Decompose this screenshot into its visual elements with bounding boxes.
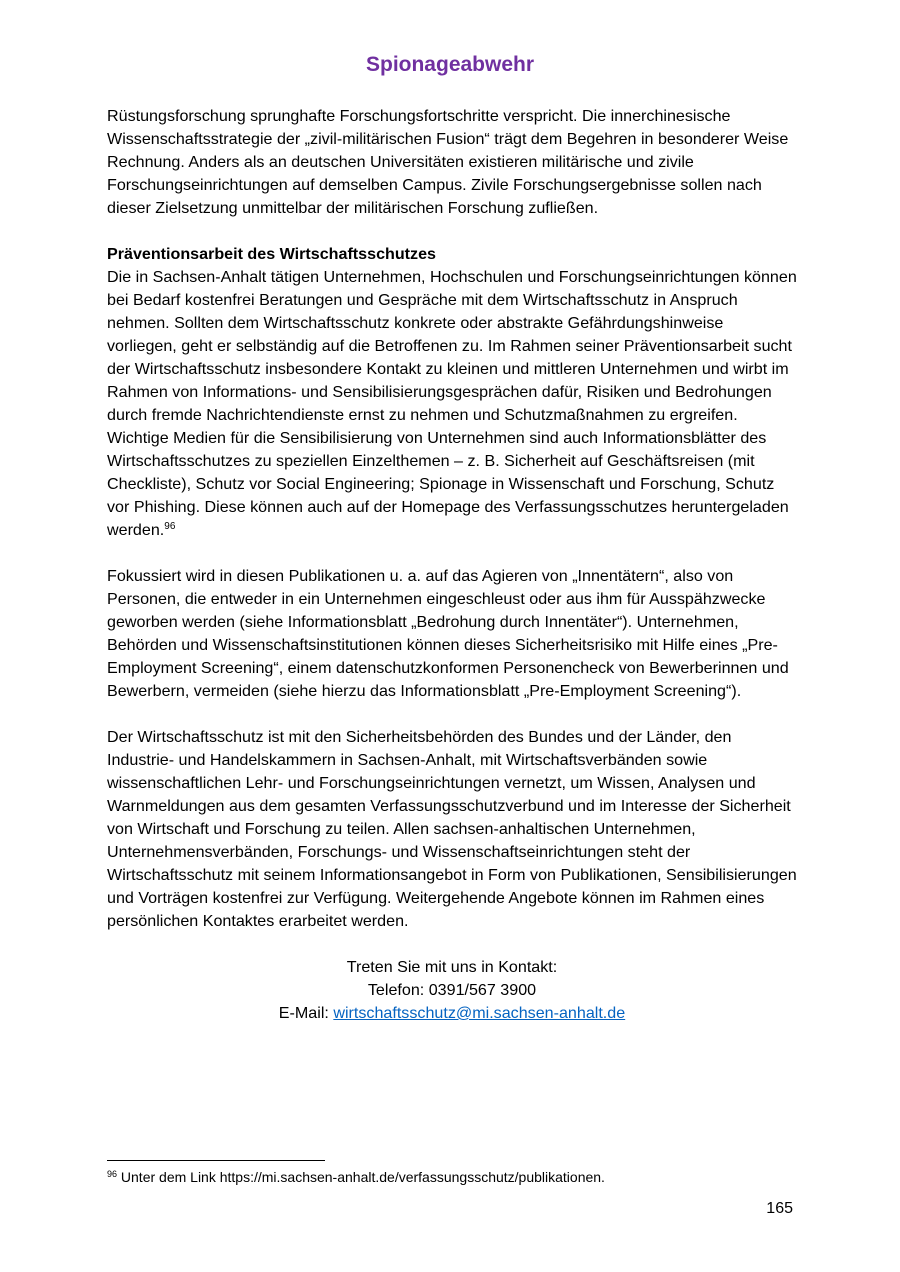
document-body	[107, 105, 797, 1025]
praevention-paragraph-text: Die in Sachsen-Anhalt tätigen Unternehmen, Hochschulen und Forschungseinrichtungen können bei Bedarf kostenfrei Beratungen und Gespräche mit dem Wirtschaftsschutz in Anspruch nehmen. Sollten dem Wirtschaftsschutz konkrete oder abstrakte Gefährdungshinweise vorliegen, geht er selbständig auf die Betroffenen zu. Im Rahmen seiner Präventionsarbeit sucht der Wirtschaftsschutz insbesondere Kontakt zu kleinen und mittleren Unternehmen und wirbt im Rahmen von Informations- und Sensibilisierungsgesprächen dafür, Risiken und Bedrohungen durch fremde Nachrichtendienste ernst zu nehmen und Schutzmaßnahmen zu ergreifen. Wichtige Medien für die Sensibilisierung von Unternehmen sind auch Informationsblätter des Wirtschaftsschutzes zu speziellen Einzelthemen – z. B. Sicherheit auf Geschäftsreisen (mit Checkliste), Schutz vor Social Engineering; Spionage in Wissenschaft und Forschung, Schutz vor Phishing. Diese können auch auf der Homepage des Verfassungsschutzes heruntergeladen werden.	[107, 268, 797, 539]
footnote	[107, 1168, 797, 1186]
intro-paragraph: Rüstungsforschung sprunghafte Forschungsfortschritte verspricht. Die innerchinesische Wissenschaftsstrategie der „zivil-militärischen Fusion“ trägt dem Begehren in besonderer Weise Rechnung. Anders als an deutschen Universitäten existieren militärische und zivile Forschungseinrichtungen auf demselben Campus. Zivile Forschungsergebnisse sollen nach dieser Zielsetzung unmittelbar der militärischen Forschung zufließen.	[107, 107, 789, 217]
paragraph-spacer	[107, 220, 797, 243]
page-number: 165	[766, 1200, 793, 1217]
paragraph-spacer	[107, 933, 797, 956]
contact-email-link[interactable]: wirtschaftsschutz@mi.sachsen-anhalt.de	[333, 1004, 626, 1022]
page-title-text: Spionageabwehr	[365, 53, 535, 76]
footnote-text: Unter dem Link https://mi.sachsen-anhalt.de/verfassungsschutz/publikationen.	[117, 1169, 605, 1185]
footnote-reference[interactable]: 96	[164, 521, 176, 532]
section-heading: Präventionsarbeit des Wirtschaftsschutzes	[107, 245, 436, 263]
page-title	[0, 52, 900, 78]
contact-email-line	[107, 1002, 797, 1025]
paragraph-spacer	[107, 703, 797, 726]
contact-block	[107, 956, 797, 1025]
contact-intro: Treten Sie mit uns in Kontakt:	[346, 958, 558, 976]
praevention-paragraph	[107, 266, 797, 542]
innentaeter-paragraph: Fokussiert wird in diesen Publikationen u. a. auf das Agieren von „Innentätern“, also von Personen, die entweder in ein Unternehmen eingeschleust oder aus ihm für Ausspähzwecke geworben werden (siehe Informationsblatt „Bedrohung durch Innentäter“). Unternehmen, Behörden und Wissenschaftsinstitutionen können dieses Sicherheitsrisiko mit Hilfe eines „Pre-Employment Screening“, einem datenschutzkonformen Personencheck von Bewerberinnen und Bewerbern, vermeiden (siehe hierzu das Informationsblatt „Pre-Employment Screening“).	[107, 567, 789, 700]
footnote-number: 96	[107, 1169, 118, 1179]
footnote-divider	[107, 1160, 325, 1161]
contact-phone: Telefon: 0391/567 3900	[367, 981, 537, 999]
vernetzung-paragraph: Der Wirtschaftsschutz ist mit den Sicherheitsbehörden des Bundes und der Länder, den Industrie- und Handelskammern in Sachsen-Anhalt, mit Wirtschaftsverbänden sowie wissenschaftlichen Lehr- und Forschungseinrichtungen vernetzt, um Wissen, Analysen und Warnmeldungen aus dem gesamten Verfassungsschutzverbund und im Interesse der Sicherheit von Wirtschaft und Forschung zu teilen. Allen sachsen-anhaltischen Unternehmen, Unternehmensverbänden, Forschungs- und Wissenschaftseinrichtungen steht der Wirtschaftsschutz mit seinem Informationsangebot in Form von Publikationen, Sensibilisierungen und Vorträgen kostenfrei zur Verfügung. Weitergehende Angebote können im Rahmen eines persönlichen Kontaktes erarbeitet werden.	[107, 728, 797, 930]
contact-email-label: E-Mail:	[278, 1004, 334, 1022]
paragraph-spacer	[107, 542, 797, 565]
